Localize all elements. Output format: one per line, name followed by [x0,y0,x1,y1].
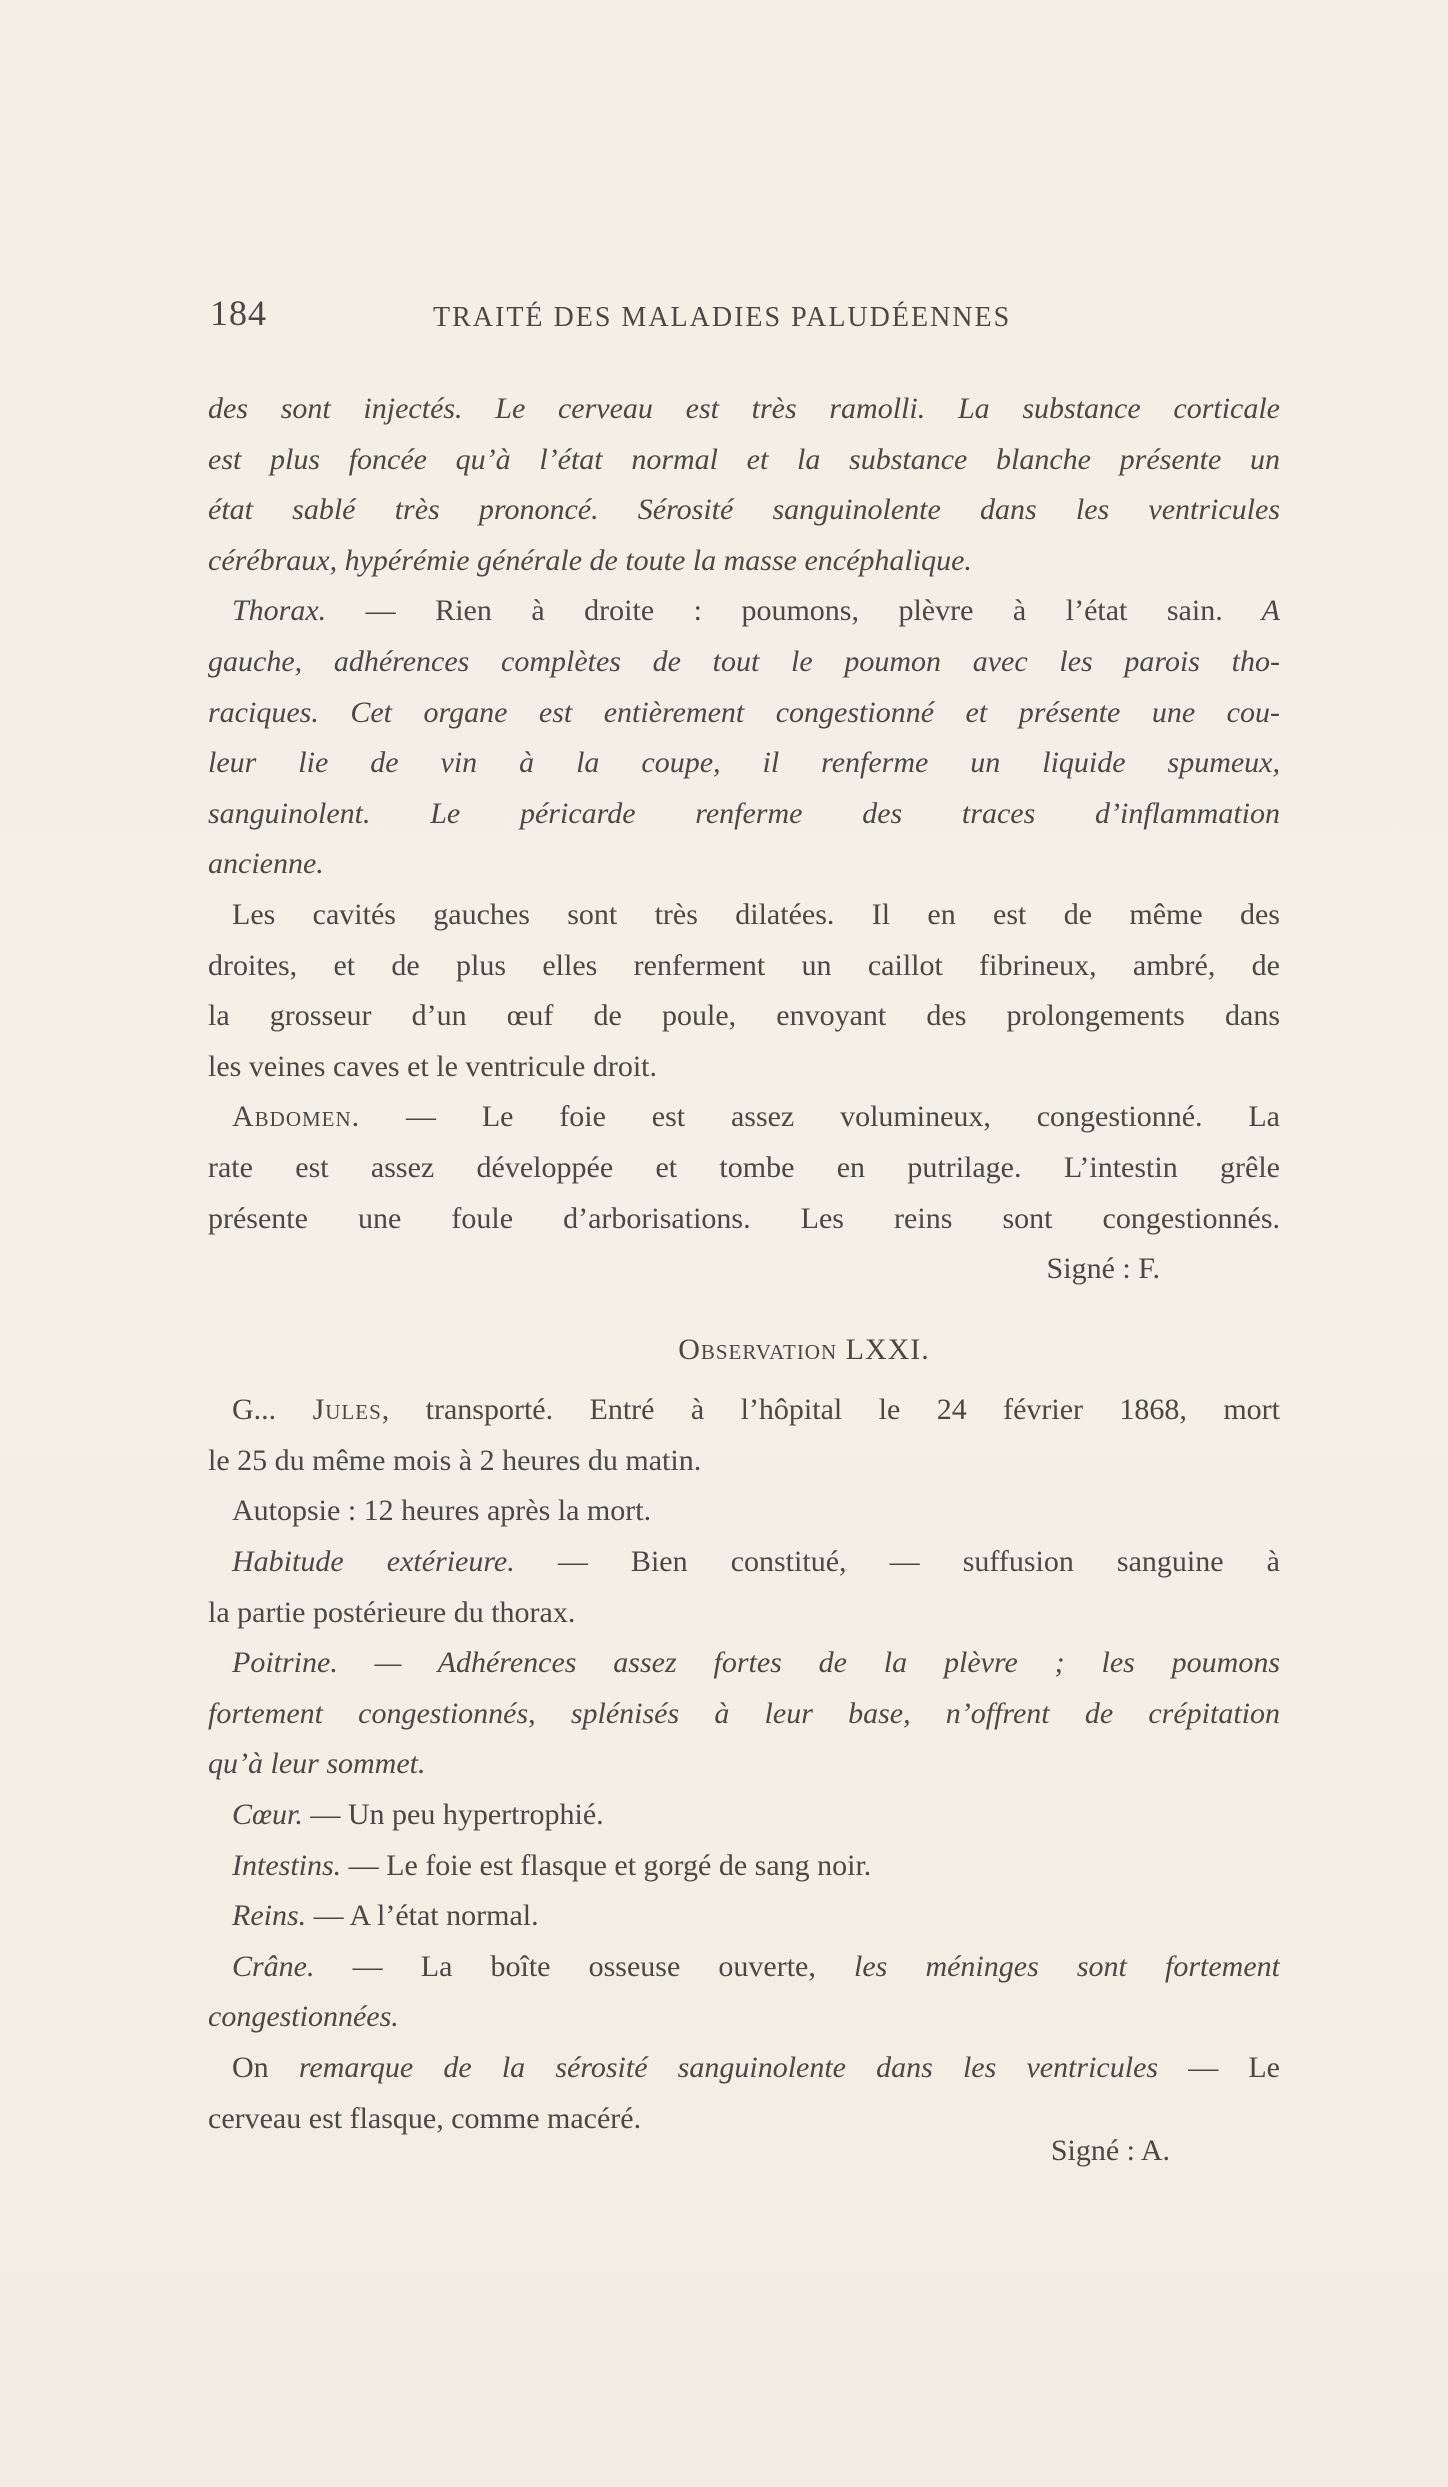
text-line: état sablé très prononcé. Sérosité sanguinolente dans les ventricules [208,493,1280,527]
signature-a: Signé : A. [1050,2134,1170,2168]
observation-title: Observation LXXI. [678,1332,930,1366]
text-line: rate est assez développée et tombe en putrilage. L’intestin grêle [208,1150,1280,1184]
text-line: gauche, adhérences complètes de tout le poumon avec les parois tho- [208,644,1280,678]
thorax-line1-text: — Rien à droite : poumons, plèvre à l’état sain. [326,594,1223,628]
text-line: qu’à leur sommet. [208,1747,426,1781]
intestins-line [208,1841,1280,1892]
thorax-label: Thorax. [232,594,327,628]
text-line: raciques. Cet organe est entièrement congestionné et présente une cou- [208,695,1280,729]
text-line: cerveau est flasque, comme macéré. [208,2101,642,2135]
intestins-text: — Le foie est flasque et gorgé de sang noir. [341,1848,872,1882]
poitrine-line [208,1638,1280,1689]
thorax-first-line [208,586,1280,637]
text-line: les veines caves et le ventricule droit. [208,1049,657,1083]
crane-italic: les méninges sont fortement [815,1949,1280,1983]
habitude-line [208,1537,1280,1588]
poitrine-text: — Adhérences assez fortes de la plèvre ; les poumons [337,1646,1280,1680]
coeur-line [208,1790,1280,1841]
text-line: présente une foule d’arborisations. Les reins sont congestionnés. [208,1201,1280,1235]
abdomen-line1-text: — Le foie est assez volumineux, congestionné. La [360,1100,1280,1134]
reins-label: Reins. [232,1899,307,1933]
text-line: la partie postérieure du thorax. [208,1595,576,1629]
reins-line [208,1891,1280,1942]
abdomen-label: Abdomen. [232,1100,361,1134]
crane-text: — La boîte osseuse ouverte, [314,1949,816,1983]
running-head: TRAITÉ DES MALADIES PALUDÉENNES [433,302,1012,333]
remarque-start: On [232,2051,269,2084]
crane-line [208,1942,1280,1993]
coeur-text: — Un peu hypertrophié. [302,1798,604,1832]
text-line: est plus foncée qu’à l’état normal et la substance blanche présente un [208,442,1280,476]
intro-text: , transporté. Entré à l’hôpital le 24 février 1868, mort [381,1393,1280,1427]
abdomen-first-line [208,1092,1280,1143]
text-line: des sont injectés. Le cerveau est très ramolli. La substance corticale [208,392,1280,425]
crane-label: Crâne. [232,1949,315,1983]
text-line: Les cavités gauches sont très dilatées. Il en est de même des [232,897,1280,931]
text-line: fortement congestionnés, splénisés à leur base, n’offrent de crépitation [208,1696,1280,1730]
thorax-line1-italic: A [1222,594,1280,628]
reins-text: — A l’état normal. [306,1899,539,1933]
remarque-line [208,2043,1280,2094]
page-number: 184 [210,293,267,333]
patient-initial: G... [232,1393,277,1427]
remarque-end: — Le [1158,2051,1280,2084]
text-line: leur lie de vin à la coupe, il renferme un liquide spumeux, [208,746,1280,780]
text-line: sanguinolent. Le péricarde renferme des traces d’inflammation [208,796,1280,830]
text-line: ancienne. [208,847,324,881]
intestins-label: Intestins. [232,1848,342,1882]
page-body [208,384,1280,2177]
poitrine-label: Poitrine. [232,1646,338,1680]
observation-intro-line [208,1385,1280,1436]
coeur-label: Cœur. [232,1798,303,1832]
text-line: congestionnées. [208,2000,399,2034]
text-line: cérébraux, hypérémie générale de toute la masse encéphalique. [208,543,972,577]
text-line: droites, et de plus elles renferment un caillot fibrineux, ambré, de [208,948,1280,982]
remarque-italic: remarque de la sérosité sanguinolente dans les ventricules [268,2051,1159,2084]
page-header [210,292,1090,342]
patient-name: Jules [312,1393,382,1427]
habitude-label: Habitude extérieure. [232,1545,515,1579]
text-line: la grosseur d’un œuf de poule, envoyant des prolongements dans [208,999,1280,1033]
text-line: le 25 du même mois à 2 heures du matin. [208,1443,702,1477]
autopsie-line: Autopsie : 12 heures après la mort. [232,1494,652,1528]
habitude-text: — Bien constitué, — suffusion sanguine à [514,1545,1280,1579]
signature-f: Signé : F. [1046,1252,1160,1286]
